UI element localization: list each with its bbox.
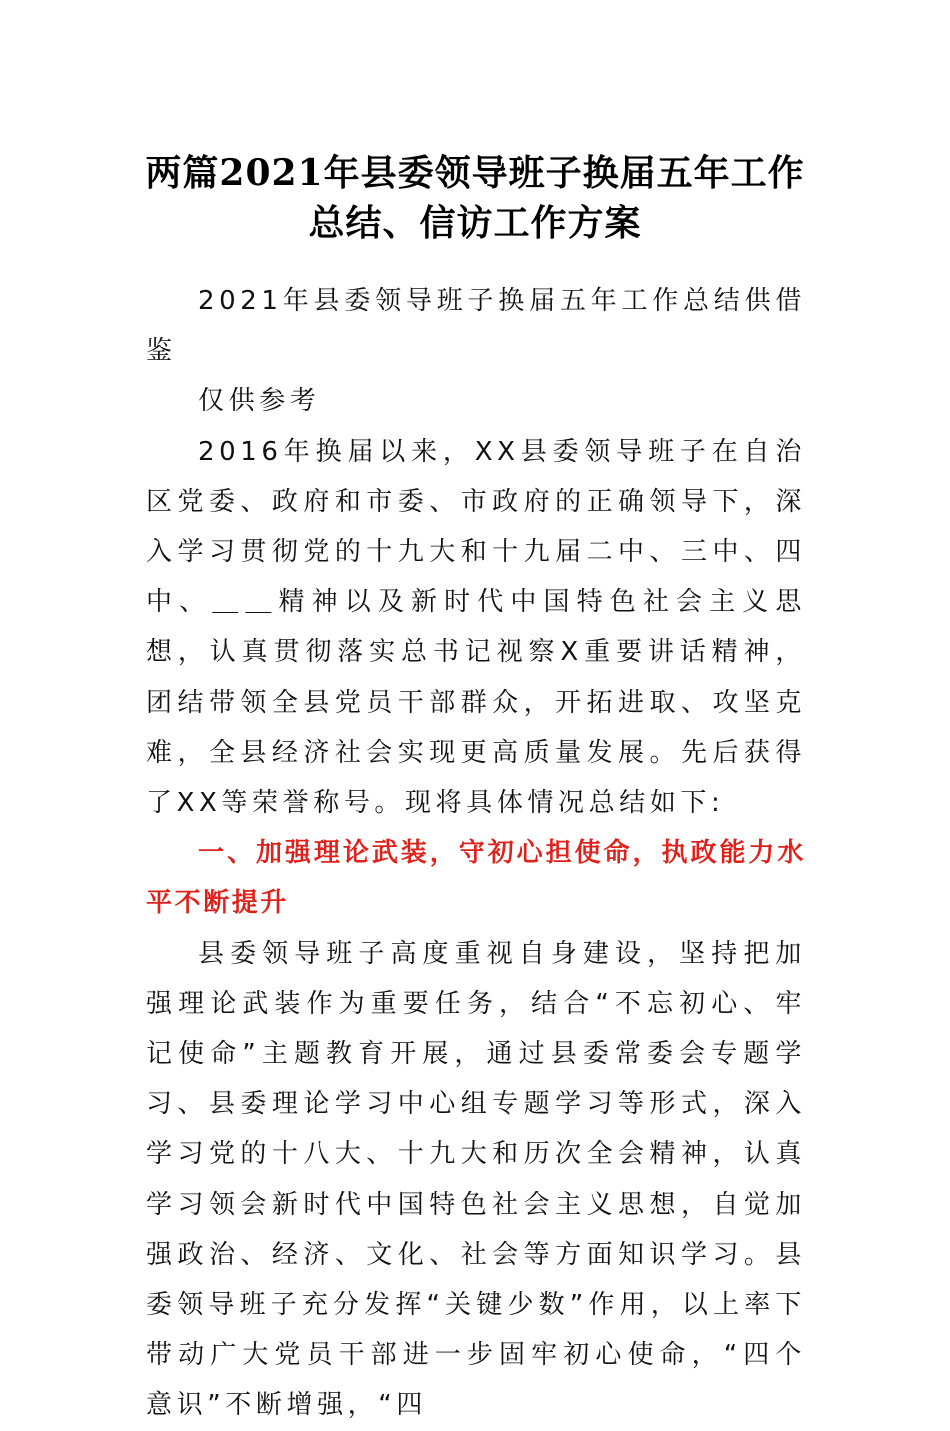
document-body [146, 276, 806, 1431]
section-heading: 一、加强理论武装，守初心担使命，执政能力水平不断提升 [146, 838, 806, 919]
paragraph-section-1: 县委领导班子高度重视自身建设，坚持把加强理论武装作为重要任务，结合“不忘初心、牢记使命”主题教育开展，通过县委常委会专题学习、县委理论学习中心组专题学习等形式，深入学习党的十八大、十九大和历次全会精神，认真学习领会新时代中国特色社会主义思想，自觉加强政治、经济、文化、社会等方面知识学习。县委领导班子充分发挥“关键少数”作用，以上率下带动广大党员干部进一步固牢初心使命，“四个意识”不断增强，“四 [146, 938, 806, 1421]
paragraph-intro: 2016年换届以来，XX县委领导班子在自治区党委、政府和市委、市政府的正确领导下，深入学习贯彻党的十九大和十九届二中、三中、四中、＿＿精神以及新时代中国特色社会主义思想，认真贯彻落实总书记视察X重要讲话精神，团结带领全县党员干部群众，开拓进取、攻坚克难，全县经济社会实现更高质量发展。先后获得了XX等荣誉称号。现将具体情况总结如下: [146, 436, 806, 819]
document-subtitle: 2021年县委领导班子换届五年工作总结供借鉴 [146, 286, 806, 367]
reference-note: 仅供参考 [198, 386, 321, 417]
document-title: 两篇2021年县委领导班子换届五年工作总结、信访工作方案 [145, 152, 805, 244]
